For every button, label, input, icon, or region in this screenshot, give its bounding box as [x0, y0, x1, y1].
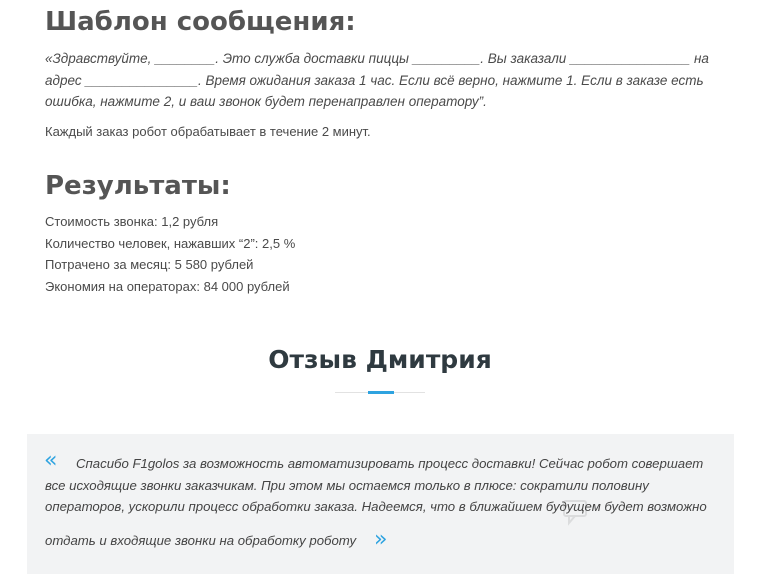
result-item-operator-savings: Экономия на операторах: 84 000 рублей	[45, 279, 290, 295]
open-quote-icon: «	[44, 448, 58, 473]
review-text-last-line: отдать и входящие звонки на обработку роботу	[45, 533, 357, 548]
result-item-monthly-spend: Потрачено за месяц: 5 580 рублей	[45, 257, 254, 273]
message-template-text: «Здравствуйте, ________. Это служба доставки пиццы _________. Вы заказали ________________ на адрес _______________. Время ожидания заказа 1 час. Если всё верно, нажмите 1. Если в заказе есть ошибка, нажмите 2, и ваш звонок будет перенаправлен оператору”.	[45, 51, 709, 109]
processing-time-note: Каждый заказ робот обрабатывает в течение 2 минут.	[45, 124, 371, 139]
results-heading: Результаты:	[45, 171, 231, 201]
review-title: Отзыв Дмитрия	[268, 345, 492, 374]
results-list	[45, 211, 295, 298]
template-heading: Шаблон сообщения:	[45, 7, 356, 37]
title-divider-accent	[368, 391, 394, 394]
review-text: Спасибо F1golos за возможность автоматизировать процесс доставки! Сейчас робот совершает все исходящие звонки заказчикам. При этом мы остаемся только в плюсе: сократили половину операторов, ускорили процесс обработки заказа. Надеемся, что в ближайшем будущем будет возможно	[45, 456, 707, 514]
result-item-pressed-two: Количество человек, нажавших “2”: 2,5 %	[45, 235, 296, 251]
close-quote-icon: »	[374, 527, 388, 552]
result-item-call-cost: Стоимость звонка: 1,2 рубля	[45, 214, 219, 229]
